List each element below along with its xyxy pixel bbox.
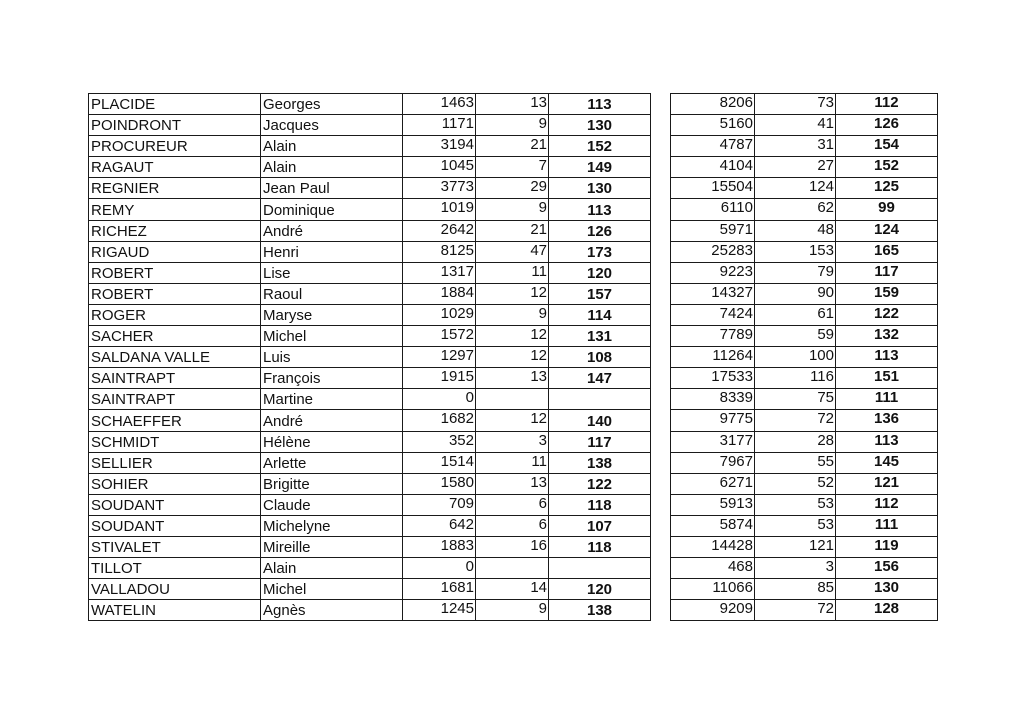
table-row xyxy=(89,368,651,389)
table-row xyxy=(89,115,651,136)
table-row xyxy=(671,241,938,262)
table-row xyxy=(89,431,651,452)
points-cell: 1682 xyxy=(403,410,476,431)
surname-cell: WATELIN xyxy=(89,600,261,621)
average-cell: 152 xyxy=(549,136,651,157)
table-row xyxy=(89,558,651,579)
games-cell: 73 xyxy=(755,94,836,115)
surname-cell: SOHIER xyxy=(89,473,261,494)
points-cell: 2642 xyxy=(403,220,476,241)
points-cell: 7424 xyxy=(671,304,755,325)
surname-cell: POINDRONT xyxy=(89,115,261,136)
table-row xyxy=(89,199,651,220)
firstname-cell: André xyxy=(261,220,403,241)
firstname-cell: Alain xyxy=(261,558,403,579)
average-cell: 124 xyxy=(836,220,938,241)
right-table-body xyxy=(671,94,938,621)
table-row xyxy=(671,304,938,325)
surname-cell: PLACIDE xyxy=(89,94,261,115)
table-row xyxy=(89,515,651,536)
left-table-body xyxy=(89,94,651,621)
points-cell: 8206 xyxy=(671,94,755,115)
table-row xyxy=(89,473,651,494)
average-cell: 173 xyxy=(549,241,651,262)
games-cell: 12 xyxy=(476,410,549,431)
average-cell: 114 xyxy=(549,304,651,325)
surname-cell: SACHER xyxy=(89,326,261,347)
surname-cell: SOUDANT xyxy=(89,515,261,536)
points-cell: 1171 xyxy=(403,115,476,136)
table-row xyxy=(89,389,651,410)
points-cell: 9223 xyxy=(671,262,755,283)
surname-cell: STIVALET xyxy=(89,536,261,557)
points-cell: 11264 xyxy=(671,347,755,368)
surname-cell: REGNIER xyxy=(89,178,261,199)
surname-cell: SAINTRAPT xyxy=(89,368,261,389)
table-row xyxy=(89,347,651,368)
average-cell: 122 xyxy=(549,473,651,494)
average-cell: 154 xyxy=(836,136,938,157)
games-cell: 13 xyxy=(476,473,549,494)
games-cell: 14 xyxy=(476,579,549,600)
games-cell: 153 xyxy=(755,241,836,262)
table-row xyxy=(671,368,938,389)
firstname-cell: Raoul xyxy=(261,283,403,304)
average-cell: 138 xyxy=(549,452,651,473)
points-cell: 6110 xyxy=(671,199,755,220)
table-row xyxy=(671,536,938,557)
average-cell: 128 xyxy=(836,600,938,621)
surname-cell: SOUDANT xyxy=(89,494,261,515)
average-cell: 113 xyxy=(549,199,651,220)
games-cell: 21 xyxy=(476,220,549,241)
games-cell: 9 xyxy=(476,115,549,136)
surname-cell: VALLADOU xyxy=(89,579,261,600)
firstname-cell: Arlette xyxy=(261,452,403,473)
table-row xyxy=(89,600,651,621)
points-cell: 17533 xyxy=(671,368,755,389)
table-row xyxy=(89,494,651,515)
firstname-cell: Maryse xyxy=(261,304,403,325)
points-cell: 3177 xyxy=(671,431,755,452)
table-row xyxy=(671,178,938,199)
average-cell: 112 xyxy=(836,94,938,115)
table-row xyxy=(89,241,651,262)
surname-cell: REMY xyxy=(89,199,261,220)
firstname-cell: Claude xyxy=(261,494,403,515)
table-row xyxy=(89,220,651,241)
games-cell: 13 xyxy=(476,368,549,389)
games-cell: 72 xyxy=(755,600,836,621)
points-cell: 642 xyxy=(403,515,476,536)
games-cell: 90 xyxy=(755,283,836,304)
average-cell xyxy=(549,558,651,579)
games-cell: 100 xyxy=(755,347,836,368)
firstname-cell: Alain xyxy=(261,157,403,178)
table-row xyxy=(671,220,938,241)
games-cell: 79 xyxy=(755,262,836,283)
surname-cell: ROBERT xyxy=(89,262,261,283)
games-cell: 9 xyxy=(476,199,549,220)
table-row xyxy=(89,326,651,347)
surname-cell: ROBERT xyxy=(89,283,261,304)
points-cell: 5874 xyxy=(671,515,755,536)
points-cell: 15504 xyxy=(671,178,755,199)
games-cell: 31 xyxy=(755,136,836,157)
table-row xyxy=(671,157,938,178)
average-cell: 152 xyxy=(836,157,938,178)
table-row xyxy=(671,347,938,368)
games-cell: 72 xyxy=(755,410,836,431)
firstname-cell: Georges xyxy=(261,94,403,115)
left-score-table xyxy=(88,93,651,621)
games-cell: 62 xyxy=(755,199,836,220)
games-cell: 59 xyxy=(755,326,836,347)
firstname-cell: Michelyne xyxy=(261,515,403,536)
table-row xyxy=(671,494,938,515)
firstname-cell: Alain xyxy=(261,136,403,157)
average-cell: 112 xyxy=(836,494,938,515)
points-cell: 1572 xyxy=(403,326,476,347)
points-cell: 8339 xyxy=(671,389,755,410)
points-cell: 1580 xyxy=(403,473,476,494)
firstname-cell: Dominique xyxy=(261,199,403,220)
average-cell: 165 xyxy=(836,241,938,262)
table-row xyxy=(671,600,938,621)
games-cell: 12 xyxy=(476,326,549,347)
average-cell: 130 xyxy=(836,579,938,600)
games-cell: 48 xyxy=(755,220,836,241)
average-cell: 122 xyxy=(836,304,938,325)
firstname-cell: Agnès xyxy=(261,600,403,621)
table-row xyxy=(89,94,651,115)
surname-cell: SELLIER xyxy=(89,452,261,473)
games-cell: 21 xyxy=(476,136,549,157)
games-cell: 27 xyxy=(755,157,836,178)
average-cell: 136 xyxy=(836,410,938,431)
games-cell: 11 xyxy=(476,262,549,283)
surname-cell: RICHEZ xyxy=(89,220,261,241)
firstname-cell: Jean Paul xyxy=(261,178,403,199)
firstname-cell: Luis xyxy=(261,347,403,368)
points-cell: 1915 xyxy=(403,368,476,389)
average-cell: 130 xyxy=(549,178,651,199)
points-cell: 9775 xyxy=(671,410,755,431)
games-cell: 6 xyxy=(476,515,549,536)
table-row xyxy=(671,262,938,283)
games-cell: 11 xyxy=(476,452,549,473)
points-cell: 11066 xyxy=(671,579,755,600)
table-row xyxy=(89,452,651,473)
firstname-cell: François xyxy=(261,368,403,389)
average-cell: 113 xyxy=(549,94,651,115)
games-cell: 124 xyxy=(755,178,836,199)
games-cell: 7 xyxy=(476,157,549,178)
games-cell: 12 xyxy=(476,347,549,368)
table-row xyxy=(671,558,938,579)
points-cell: 352 xyxy=(403,431,476,452)
average-cell: 118 xyxy=(549,536,651,557)
games-cell: 47 xyxy=(476,241,549,262)
games-cell: 29 xyxy=(476,178,549,199)
surname-cell: RAGAUT xyxy=(89,157,261,178)
average-cell: 130 xyxy=(549,115,651,136)
games-cell: 61 xyxy=(755,304,836,325)
firstname-cell: Henri xyxy=(261,241,403,262)
firstname-cell: Martine xyxy=(261,389,403,410)
points-cell: 4104 xyxy=(671,157,755,178)
surname-cell: TILLOT xyxy=(89,558,261,579)
games-cell: 16 xyxy=(476,536,549,557)
points-cell: 0 xyxy=(403,558,476,579)
points-cell: 1245 xyxy=(403,600,476,621)
points-cell: 1883 xyxy=(403,536,476,557)
average-cell: 107 xyxy=(549,515,651,536)
average-cell: 126 xyxy=(836,115,938,136)
points-cell: 1029 xyxy=(403,304,476,325)
points-cell: 25283 xyxy=(671,241,755,262)
table-row xyxy=(671,199,938,220)
surname-cell: PROCUREUR xyxy=(89,136,261,157)
games-cell: 9 xyxy=(476,600,549,621)
points-cell: 1297 xyxy=(403,347,476,368)
points-cell: 1019 xyxy=(403,199,476,220)
table-row xyxy=(671,452,938,473)
average-cell: 132 xyxy=(836,326,938,347)
table-row xyxy=(89,136,651,157)
table-row xyxy=(671,326,938,347)
firstname-cell: Jacques xyxy=(261,115,403,136)
games-cell xyxy=(476,389,549,410)
firstname-cell: Michel xyxy=(261,579,403,600)
average-cell: 138 xyxy=(549,600,651,621)
points-cell: 14428 xyxy=(671,536,755,557)
firstname-cell: Hélène xyxy=(261,431,403,452)
firstname-cell: Mireille xyxy=(261,536,403,557)
points-cell: 1884 xyxy=(403,283,476,304)
games-cell: 9 xyxy=(476,304,549,325)
average-cell: 120 xyxy=(549,579,651,600)
points-cell: 1681 xyxy=(403,579,476,600)
average-cell: 156 xyxy=(836,558,938,579)
games-cell: 116 xyxy=(755,368,836,389)
average-cell: 147 xyxy=(549,368,651,389)
games-cell xyxy=(476,558,549,579)
average-cell: 113 xyxy=(836,431,938,452)
games-cell: 85 xyxy=(755,579,836,600)
points-cell: 7789 xyxy=(671,326,755,347)
right-score-table xyxy=(670,93,938,621)
table-row xyxy=(671,579,938,600)
firstname-cell: André xyxy=(261,410,403,431)
table-row xyxy=(671,410,938,431)
table-row xyxy=(671,94,938,115)
surname-cell: RIGAUD xyxy=(89,241,261,262)
table-row xyxy=(671,389,938,410)
table-row xyxy=(89,178,651,199)
average-cell: 157 xyxy=(549,283,651,304)
surname-cell: ROGER xyxy=(89,304,261,325)
games-cell: 53 xyxy=(755,515,836,536)
firstname-cell: Lise xyxy=(261,262,403,283)
points-cell: 3773 xyxy=(403,178,476,199)
surname-cell: SCHMIDT xyxy=(89,431,261,452)
points-cell: 1317 xyxy=(403,262,476,283)
points-cell: 1045 xyxy=(403,157,476,178)
points-cell: 5160 xyxy=(671,115,755,136)
points-cell: 6271 xyxy=(671,473,755,494)
points-cell: 7967 xyxy=(671,452,755,473)
firstname-cell: Michel xyxy=(261,326,403,347)
average-cell: 111 xyxy=(836,515,938,536)
average-cell: 117 xyxy=(836,262,938,283)
points-cell: 5971 xyxy=(671,220,755,241)
surname-cell: SALDANA VALLE xyxy=(89,347,261,368)
average-cell: 140 xyxy=(549,410,651,431)
table-row xyxy=(671,431,938,452)
points-cell: 1514 xyxy=(403,452,476,473)
average-cell: 118 xyxy=(549,494,651,515)
games-cell: 41 xyxy=(755,115,836,136)
average-cell: 117 xyxy=(549,431,651,452)
table-row xyxy=(89,410,651,431)
games-cell: 12 xyxy=(476,283,549,304)
average-cell: 125 xyxy=(836,178,938,199)
table-row xyxy=(89,536,651,557)
table-row xyxy=(671,283,938,304)
games-cell: 55 xyxy=(755,452,836,473)
average-cell: 108 xyxy=(549,347,651,368)
games-cell: 121 xyxy=(755,536,836,557)
table-row xyxy=(89,304,651,325)
average-cell xyxy=(549,389,651,410)
points-cell: 468 xyxy=(671,558,755,579)
average-cell: 149 xyxy=(549,157,651,178)
average-cell: 111 xyxy=(836,389,938,410)
table-row xyxy=(671,136,938,157)
points-cell: 5913 xyxy=(671,494,755,515)
table-row xyxy=(89,262,651,283)
games-cell: 28 xyxy=(755,431,836,452)
table-row xyxy=(89,579,651,600)
average-cell: 159 xyxy=(836,283,938,304)
points-cell: 14327 xyxy=(671,283,755,304)
average-cell: 119 xyxy=(836,536,938,557)
average-cell: 131 xyxy=(549,326,651,347)
average-cell: 99 xyxy=(836,199,938,220)
points-cell: 0 xyxy=(403,389,476,410)
table-row xyxy=(671,115,938,136)
points-cell: 9209 xyxy=(671,600,755,621)
games-cell: 6 xyxy=(476,494,549,515)
average-cell: 121 xyxy=(836,473,938,494)
points-cell: 3194 xyxy=(403,136,476,157)
firstname-cell: Brigitte xyxy=(261,473,403,494)
surname-cell: SCHAEFFER xyxy=(89,410,261,431)
points-cell: 709 xyxy=(403,494,476,515)
games-cell: 53 xyxy=(755,494,836,515)
table-row xyxy=(671,515,938,536)
points-cell: 1463 xyxy=(403,94,476,115)
average-cell: 126 xyxy=(549,220,651,241)
games-cell: 75 xyxy=(755,389,836,410)
table-row xyxy=(89,283,651,304)
games-cell: 13 xyxy=(476,94,549,115)
surname-cell: SAINTRAPT xyxy=(89,389,261,410)
games-cell: 52 xyxy=(755,473,836,494)
points-cell: 4787 xyxy=(671,136,755,157)
average-cell: 120 xyxy=(549,262,651,283)
points-cell: 8125 xyxy=(403,241,476,262)
average-cell: 151 xyxy=(836,368,938,389)
average-cell: 113 xyxy=(836,347,938,368)
games-cell: 3 xyxy=(755,558,836,579)
table-row xyxy=(89,157,651,178)
games-cell: 3 xyxy=(476,431,549,452)
average-cell: 145 xyxy=(836,452,938,473)
table-row xyxy=(671,473,938,494)
